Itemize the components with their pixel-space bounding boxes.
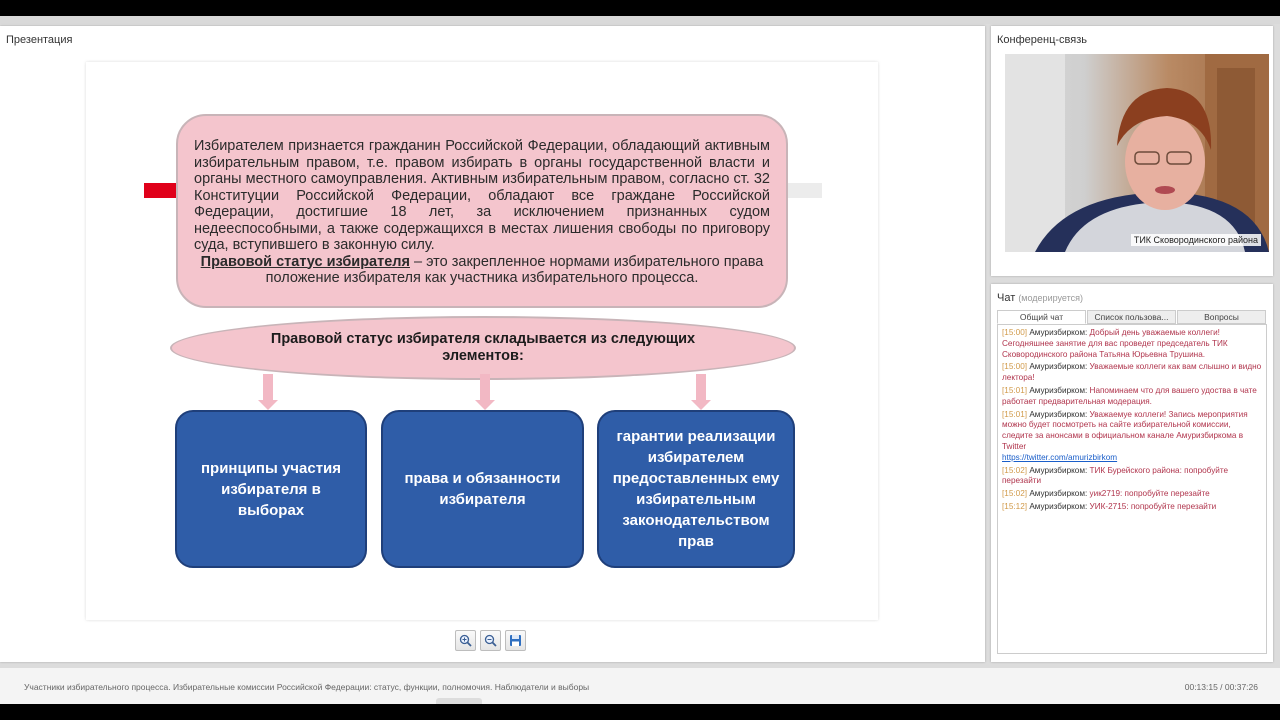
chat-message-author: Амуризбирком: — [1029, 362, 1088, 372]
camera-label: ТИК Сковородинского района — [1131, 234, 1261, 246]
chat-message-author: Амуризбирком: — [1029, 489, 1088, 499]
floppy-disk-icon — [509, 634, 522, 647]
slide-element-text: принципы участия избирателя в выборах — [200, 459, 342, 519]
chat-message-text: Уважаемуе коллеги! Запись мероприятия можно будет посмотреть на сайте избирательной комиссии, следите за анонсами в официальном канале Амуризбиркома в Twitter — [1002, 409, 1248, 451]
chat-title — [997, 292, 1083, 304]
chat-message — [1002, 502, 1262, 513]
chat-message — [1002, 489, 1262, 500]
chat-message-time: [15:12] — [1002, 501, 1028, 511]
chat-message-time: [15:00] — [1002, 328, 1028, 337]
chat-message — [1002, 328, 1262, 360]
slide-paragraph: Избирателем признается гражданин Российской Федерации, обладающий активным избирательным правом, т.е. правом избирать в органы государственной власти и органы местного самоуправления. Активным избирательным правом, согласно ст. 32 Конституции Российской Федерации, обладают все граждане Российской Федерации, достигшие 18 лет, за исключением признанных судом недееспособными, а также содержащихся в местах лишения свободы по приговору суда, вступившего в законную силу. — [194, 138, 770, 253]
zoom-out-button[interactable] — [480, 630, 501, 651]
slide-red-bar — [144, 183, 176, 198]
slide-arrow-down-icon — [263, 374, 273, 402]
footer-bar — [0, 668, 1280, 704]
presentation-panel — [0, 26, 985, 662]
chat-message — [1002, 362, 1262, 384]
save-button[interactable] — [505, 630, 526, 651]
chat-message-time: [15:01] — [1002, 409, 1028, 419]
bottom-black-bar — [0, 704, 1280, 720]
zoom-out-icon — [484, 634, 497, 647]
slide-definition-term: Правовой статус избирателя — [200, 253, 410, 270]
chat-message — [1002, 466, 1262, 488]
chat-message-time: [15:02] — [1002, 489, 1028, 499]
webcam-video[interactable] — [1005, 54, 1269, 252]
slide-arrow-down-icon — [480, 374, 490, 402]
top-strip — [0, 16, 1280, 24]
slide-elements-ellipse — [170, 316, 796, 380]
chat-message-author: Амуризбирком: — [1029, 501, 1088, 511]
slide-element-box — [175, 410, 367, 568]
chat-log[interactable] — [997, 324, 1267, 654]
presentation-panel-title: Презентация — [6, 34, 73, 46]
chat-message — [1002, 386, 1262, 408]
chat-message-text: уик2719: попробуйте перезайте — [1089, 489, 1210, 499]
conference-panel — [991, 26, 1273, 276]
slide-definition-box — [176, 114, 788, 308]
slide-element-box — [381, 410, 584, 568]
chat-message-text: Добрый день уважаемые коллеги! Сегодняшнее занятие для вас проведет председатель ТИК Сковородинского района Татьяна Юрьевна Трушина. — [1002, 328, 1228, 359]
chat-message-author: Амуризбирком: — [1029, 465, 1088, 475]
webinar-title: Участники избирательного процесса. Избирательные комиссии Российской Федерации: статус, функции, полномочия. Наблюдатели и выборы — [24, 682, 590, 692]
slide — [86, 62, 878, 620]
slide-ellipse-text: Правовой статус избирателя складывается из следующих элементов: — [270, 331, 696, 364]
chat-tabs — [997, 310, 1267, 324]
chat-message-text: ТИК Бурейского района: попробуйте перезайти — [1002, 465, 1229, 486]
chat-message-time: [15:00] — [1002, 362, 1028, 372]
top-black-bar — [0, 0, 1280, 16]
chat-message-text: Напоминаем что для вашего удоства в чате работает предварительная модерация. — [1002, 385, 1257, 406]
slide-arrow-down-icon — [696, 374, 706, 402]
chat-message-author: Амуризбирком: — [1029, 385, 1088, 395]
chat-message-link[interactable]: https://twitter.com/amurizbirkom — [1002, 452, 1118, 462]
playback-time: 00:13:15 / 00:37:26 — [1184, 682, 1258, 692]
tab-general-chat[interactable]: Общий чат — [997, 310, 1086, 324]
presenter-video-frame — [1005, 54, 1269, 252]
chat-moderation-note: (модерируется) — [1018, 293, 1083, 303]
tab-user-list[interactable]: Список пользова... — [1087, 310, 1176, 324]
chat-message — [1002, 410, 1262, 464]
chat-message-text: Уважаемые коллеги как вам слышно и видно лектора! — [1002, 362, 1262, 383]
slide-definition — [194, 254, 770, 287]
webinar-app — [0, 24, 1280, 704]
chat-title-text: Чат — [997, 292, 1016, 304]
slide-definition-rest: – это закрепленное нормами избирательного права положение избирателя как участника избирательного процесса. — [265, 253, 764, 286]
slide-element-box — [597, 410, 795, 568]
slide-element-text: гарантии реализации избирателем предоставленных ему избирательным законодательством прав — [612, 428, 780, 550]
chat-message-author: Амуризбирком: — [1029, 328, 1088, 337]
slide-gray-bar — [786, 183, 822, 198]
slide-toolbar — [455, 630, 526, 651]
slide-element-text: права и обязанности избирателя — [404, 470, 561, 508]
chat-message-time: [15:01] — [1002, 385, 1028, 395]
chat-panel — [991, 284, 1273, 662]
chat-message-author: Амуризбирком: — [1029, 409, 1088, 419]
zoom-in-icon — [459, 634, 472, 647]
chat-message-text: УИК-2715: попробуйте перезайти — [1089, 501, 1217, 511]
tab-questions[interactable]: Вопросы — [1177, 310, 1266, 324]
zoom-in-button[interactable] — [455, 630, 476, 651]
conference-panel-title: Конференц-связь — [997, 34, 1087, 46]
chat-message-time: [15:02] — [1002, 465, 1028, 475]
